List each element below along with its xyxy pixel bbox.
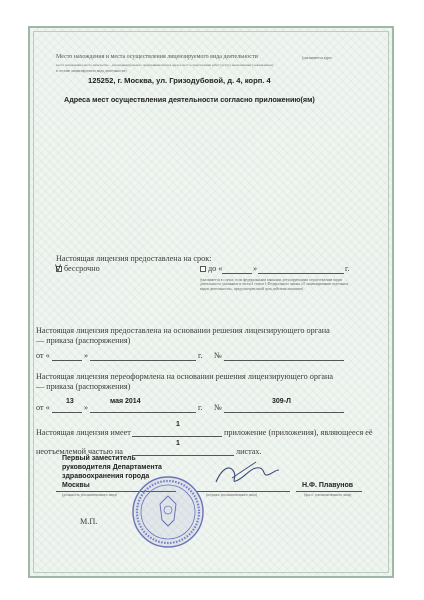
appendix-count: 1 [176,421,180,428]
reissue-basis-line-1: Настоящая лицензия переоформлена на основании решения лицензирующего органа [36,372,333,381]
grant-day-line [52,360,82,361]
name-line [296,491,362,492]
grant-close-quote: » [84,351,89,360]
grant-basis-line-2: — приказа (распоряжения) [36,336,131,345]
reissue-day-line [52,412,82,413]
grant-date-line [90,360,196,361]
address-note-a: (указываются адрес [302,56,333,60]
until-label: до « [208,264,223,273]
signatory-name: Н.Ф. Плавунов [302,482,354,489]
grant-number-line [224,360,344,361]
indefinite-label: бессрочно [64,264,100,273]
appendix-label-3: неотъемлемой частью на [36,447,123,456]
addresses-per-appendix: Адреса мест осуществления деятельности согласно приложению(ям) [64,95,315,104]
until-close-quote: » [253,264,258,273]
signatory-position-3: здравоохранения города [62,473,150,480]
appendix-sheets-line [132,455,234,456]
until-day-line [222,273,252,274]
grant-basis-line-1: Настоящая лицензия предоставлена на основании решения лицензирующего органа [36,326,330,335]
address-note-c: в составе лицензируемого вида деятельности) [56,69,127,73]
reissue-from: от « [36,403,50,412]
grant-year-suffix: г. [198,351,203,360]
signature-line [196,491,290,492]
signature-caption: (подпись уполномоченного лица) [206,493,258,497]
reissue-number-line [224,412,344,413]
until-checkbox [200,266,206,272]
grant-from: от « [36,351,50,360]
appendix-label-1: Настоящая лицензия имеет [36,428,131,437]
appendix-label-4: листах. [236,447,262,456]
reissue-month-year: мая 2014 [110,398,141,405]
address-label: Место нахождения и места осуществления лицензируемого вида деятельности [56,54,258,60]
reissue-number-sign: № [214,403,222,412]
indefinite-checkmark: V [55,263,62,273]
reissue-close-quote: » [84,403,89,412]
license-address: 125252, г. Москва, ул. Гризодубовой, д. 4, корп. 4 [88,76,271,85]
until-date-line [258,273,344,274]
reissue-date-line [90,412,196,413]
address-note-b: места нахождения (место жительства – для индивидуального предпринимателя) и адреса мест осуществления работ (услуг), выполняемых (оказываемых) [56,63,274,67]
handwritten-signature [212,458,282,490]
grant-number-sign: № [214,351,222,360]
signatory-position-2: руководителя Департамента [62,464,162,471]
official-seal-stamp [130,474,206,550]
appendix-label-2: приложение (приложения), являющееся её [224,428,373,437]
signatory-position-1: Первый заместитель [62,455,136,462]
reissue-year-suffix: г. [198,403,203,412]
reissue-day: 13 [66,398,74,405]
term-note: (указывается в случае, если федеральными законами, регулирующими осуществление видов деятельности, указанных в части 4 статьи 1 Федерального закона «О лицензировании отдельных видов деятельности», предусмотрен иной срок действия лицензии) [200,278,349,291]
reissue-number: 309-Л [272,398,291,405]
position-caption: (должность уполномоченного лица) [62,493,118,497]
until-year-suffix: г. [345,264,350,273]
appendix-count-line [132,436,222,437]
name-caption: (ф.и.о. уполномоченного лица) [304,493,352,497]
signatory-position-4: Москвы [62,482,90,489]
reissue-basis-line-2: — приказа (распоряжения) [36,382,131,391]
term-label: Настоящая лицензия предоставлена на срок: [56,254,212,263]
appendix-sheets: 1 [176,440,180,447]
seal-label: М.П. [80,517,98,526]
